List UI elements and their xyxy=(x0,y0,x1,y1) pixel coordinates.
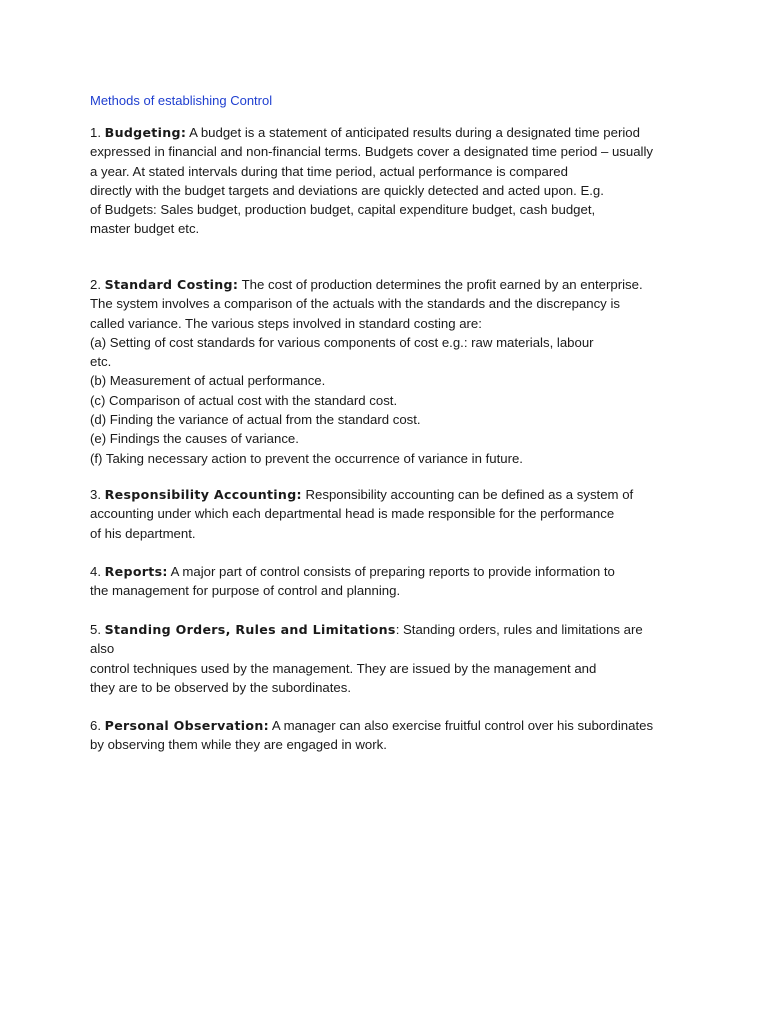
section-text-line: of Budgets: Sales budget, production budget, capital expenditure budget, cash budget, xyxy=(90,202,596,218)
document-heading: Methods of establishing Control xyxy=(90,93,273,108)
section-first-line xyxy=(90,485,690,504)
section-text-line: accounting under which each departmental head is made responsible for the performance xyxy=(90,506,615,522)
section-text-line: they are to be observed by the subordinates. xyxy=(90,679,351,695)
section-standard-costing xyxy=(90,275,690,468)
section-responsibility-accounting xyxy=(90,485,690,543)
section-text: The cost of production determines the profit earned by an enterprise. xyxy=(238,277,643,292)
section-text: A manager can also exercise fruitful control over his subordinates xyxy=(268,718,654,733)
section-text-line: (a) Setting of cost standards for various components of cost e.g.: raw materials, labour xyxy=(90,334,594,350)
section-term: Budgeting: xyxy=(104,125,187,140)
section-first-line xyxy=(90,275,690,294)
section-term: Standard Costing: xyxy=(104,277,239,292)
section-term: Reports: xyxy=(104,564,168,579)
section-text: Responsibility accounting can be defined as a system of xyxy=(301,487,634,502)
section-number: 4. xyxy=(90,564,101,579)
section-term: Personal Observation: xyxy=(104,718,269,733)
section-number: 6. xyxy=(90,718,101,733)
section-text-line: master budget etc. xyxy=(90,221,200,237)
section-text: : Standing orders, rules and limitations are xyxy=(395,622,643,637)
section-text-line: also xyxy=(90,641,115,657)
section-text-line: (c) Comparison of actual cost with the standard cost. xyxy=(90,392,398,408)
section-number: 1. xyxy=(90,125,101,140)
section-reports xyxy=(90,562,690,601)
section-text-line: a year. At stated intervals during that time period, actual performance is compared xyxy=(90,163,568,179)
section-text-line: control techniques used by the management. They are issued by the management and xyxy=(90,660,597,676)
section-text-line: expressed in financial and non-financial terms. Budgets cover a designated time period – usually xyxy=(90,144,653,160)
section-number: 5. xyxy=(90,622,101,637)
section-budgeting xyxy=(90,123,690,239)
section-text-line: (d) Finding the variance of actual from the standard cost. xyxy=(90,412,421,428)
section-text-line: of his department. xyxy=(90,525,196,541)
section-text: A major part of control consists of preparing reports to provide information to xyxy=(167,564,615,579)
section-term: Standing Orders, Rules and Limitations xyxy=(104,622,396,637)
section-text: A budget is a statement of anticipated results during a designated time period xyxy=(186,125,640,140)
section-number: 2. xyxy=(90,277,101,292)
section-text-line: etc. xyxy=(90,354,112,370)
section-term: Responsibility Accounting: xyxy=(104,487,302,502)
section-text-line: (e) Findings the causes of variance. xyxy=(90,431,299,447)
section-text-line: the management for purpose of control and planning. xyxy=(90,583,401,599)
section-personal-observation xyxy=(90,716,690,755)
section-first-line xyxy=(90,562,690,581)
section-text-line: by observing them while they are engaged in work. xyxy=(90,737,387,753)
section-text-line: directly with the budget targets and deviations are quickly detected and acted upon. E.g. xyxy=(90,182,604,198)
section-text-line: (b) Measurement of actual performance. xyxy=(90,373,326,389)
section-first-line xyxy=(90,620,690,639)
section-first-line xyxy=(90,716,690,735)
section-number: 3. xyxy=(90,487,101,502)
section-first-line xyxy=(90,123,690,142)
section-text-line: (f) Taking necessary action to prevent the occurrence of variance in future. xyxy=(90,450,523,466)
section-text-line: called variance. The various steps involved in standard costing are: xyxy=(90,315,482,331)
section-text-line: The system involves a comparison of the actuals with the standards and the discrepancy is xyxy=(90,296,620,312)
section-standing-orders xyxy=(90,620,690,697)
